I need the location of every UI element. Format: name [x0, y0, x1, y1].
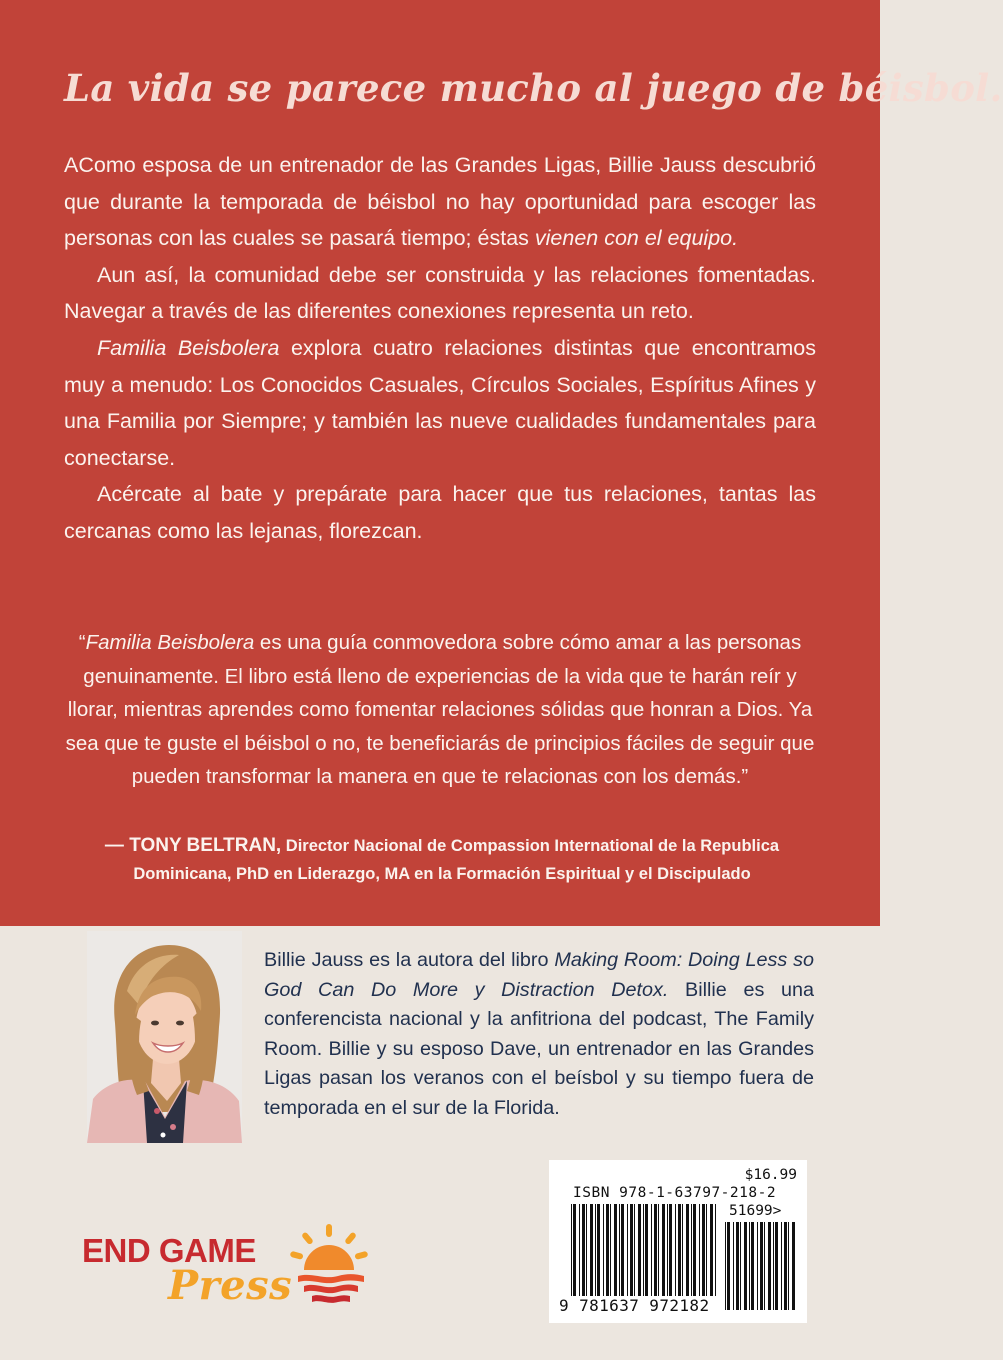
publisher-logo — [82, 1224, 382, 1324]
author-books: Making Room: Doing Less so God Can Do More y Distraction Detox. — [264, 949, 815, 1001]
price-addon-label: 51699> — [729, 1203, 782, 1219]
isbn-label: ISBN 978-1-63797-218-2 — [573, 1185, 777, 1201]
publisher-press: Press — [168, 1262, 293, 1309]
author-bio: Billie Jauss es la autora del libro Making Room: Doing Less so God Can Do More y Distraction Detox. Billie es una conferencista nacional y la anfitriona del podcast, The Family Room. Billie y su esposo Dave, un entrenador en las Grandes Ligas pasan los veranos con el beísbol y su tiempo fuera de temporada en el sur de la Florida. — [264, 949, 815, 1119]
endorser-name: TONY BELTRAN, — [129, 835, 282, 856]
sunset-icon — [288, 1224, 374, 1314]
description-paragraph-1: AComo esposa de un entrenador de las Grandes Ligas, Billie Jauss descubrió que durante la temporada de béisbol no hay oportunidad para escoger las personas con las cuales se pasará tiempo; éstas vienen con el equipo. — [64, 153, 816, 251]
author-photo — [87, 931, 242, 1143]
isbn-barcode — [549, 1160, 807, 1323]
description-paragraph-3: Familia Beisbolera explora cuatro relaciones distintas que encontramos muy a menudo: Los Conocidos Casuales, Círculos Sociales, Espíritus Afines y una Familia por Siempre; y también las nueve cualidades fundamentales para conectarse. — [64, 335, 816, 470]
description-paragraph-4: Acércate al bate y prepárate para hacer que tus relaciones, tantas las cercanas como las lejanas, florezcan. — [64, 482, 816, 543]
publisher-name: END GAME — [82, 1232, 256, 1269]
endorsement-attribution: — TONY BELTRAN, Director Nacional de Compassion International de la Republica Dominicana, PhD en Liderazgo, MA en la Formación Espiritual y el Discipulado — [104, 835, 780, 883]
price-label: $16.99 — [744, 1167, 797, 1183]
description-paragraph-2: Aun así, la comunidad debe ser construida y las relaciones fomentadas. Navegar a través de las diferentes conexiones representa un reto. — [64, 262, 816, 324]
endorsement-quote: “Familia Beisbolera es una guía conmovedora sobre cómo amar a las personas genuinamente. El libro está lleno de experiencias de la vida que te harán reír y llorar, mientras aprendes como fomentar relaciones sólidas que honran a Dios. Ya sea que te guste el béisbol o no, te beneficiarás de principios fáciles de seguir que pueden transformar la manera en que te relacionas con los demás.” — [65, 631, 815, 789]
endorser-credentials: Director Nacional de Compassion International de la Republica Dominicana, PhD en Liderazgo, MA en la Formación Espiritual y el Discipulado — [133, 837, 780, 883]
ean-digits: 9 781637 972182 — [559, 1296, 710, 1315]
book-description — [64, 147, 816, 550]
tagline: La vida se parece mucho al juego de béisbol. — [64, 66, 1003, 110]
